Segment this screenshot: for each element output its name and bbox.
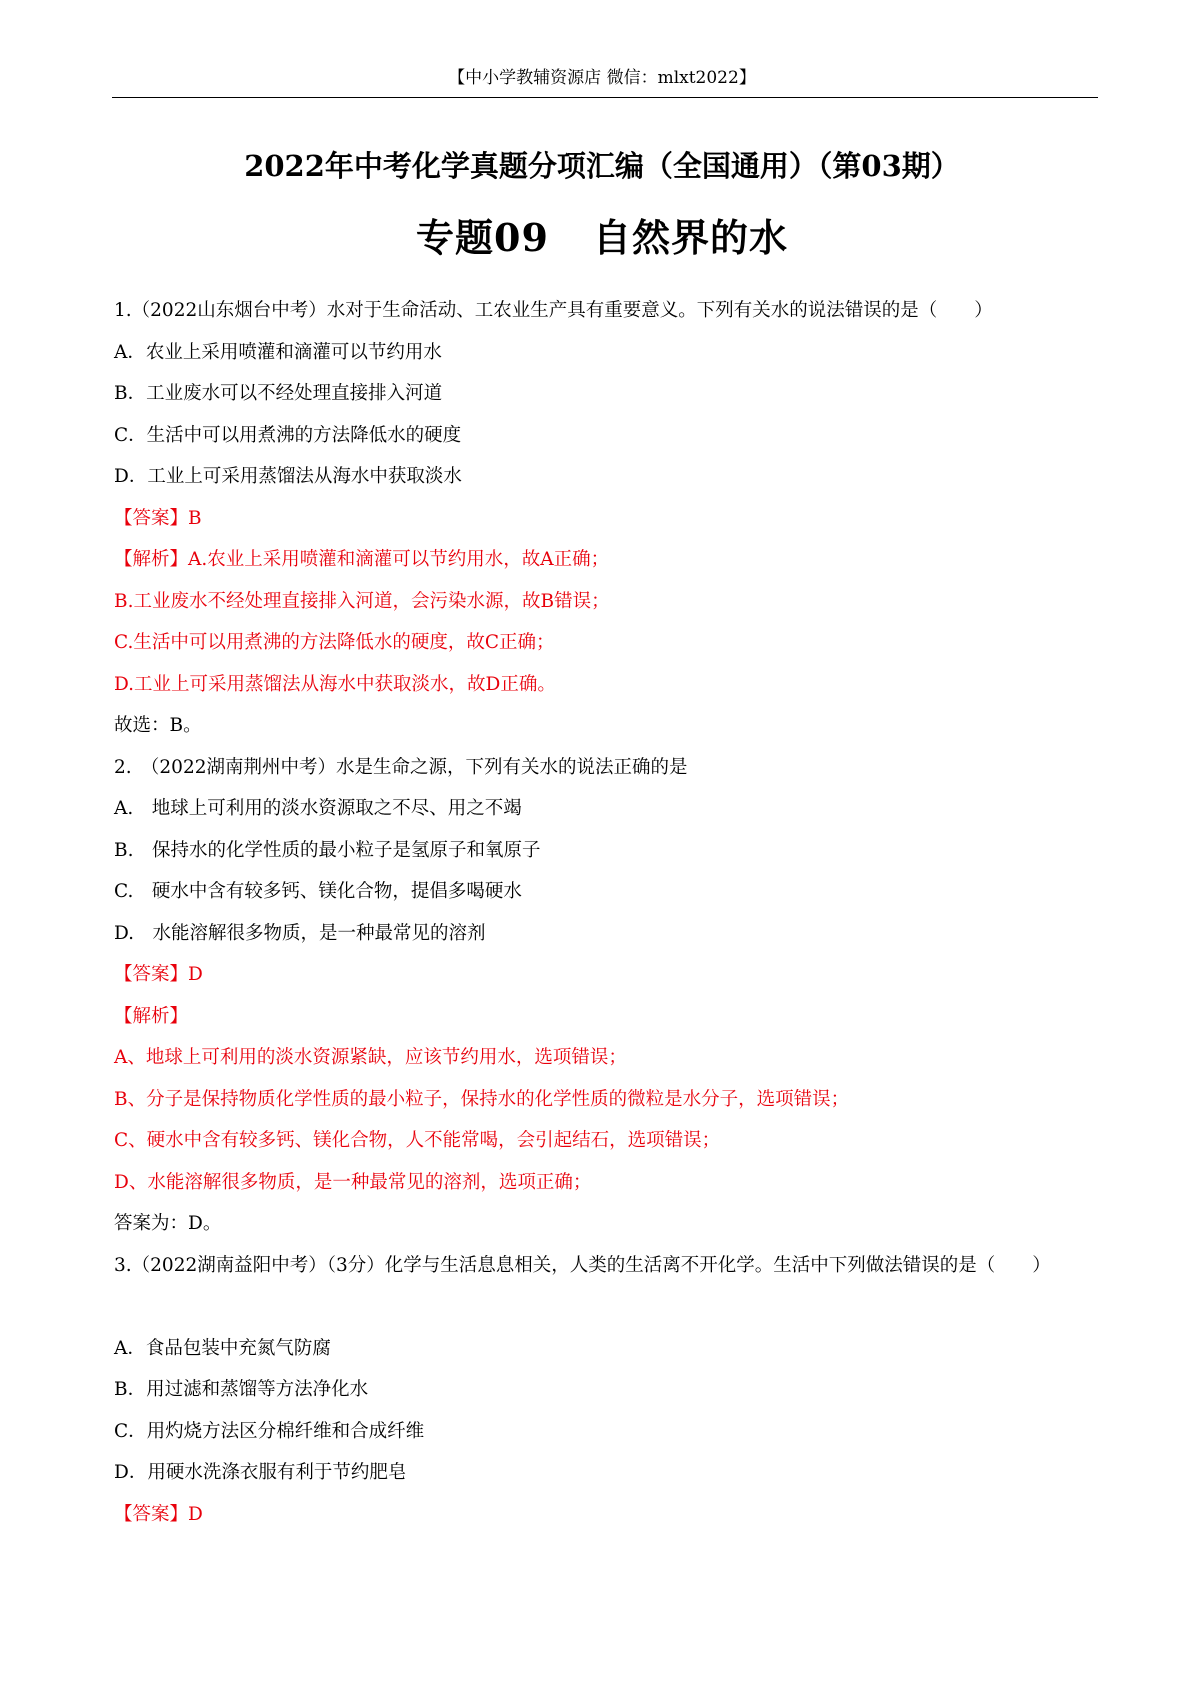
q2-option-d: D. 水能溶解很多物质，是一种最常见的溶剂 xyxy=(114,922,486,944)
page-header: 【中小学教辅资源店 微信：mlxt2022】 xyxy=(448,68,756,88)
q2-analysis-line-1: A、地球上可利用的淡水资源紧缺，应该节约用水，选项错误； xyxy=(114,1047,627,1068)
q1-stem: 1.（2022山东烟台中考）水对于生命活动、工农业生产具有重要意义。下列有关水的说法错误的是（ ） xyxy=(114,300,993,321)
q1-analysis-line-4: D.工业上可采用蒸馏法从海水中获取淡水，故D正确。 xyxy=(114,673,556,695)
q1-analysis-line-3: C.生活中可以用煮沸的方法降低水的硬度，故C正确； xyxy=(114,632,555,653)
q3-option-b: B．用过滤和蒸馏等方法净化水 xyxy=(114,1379,369,1400)
q3-option-c: C．用灼烧方法区分棉纤维和合成纤维 xyxy=(114,1420,425,1442)
q3-answer: 【答案】D xyxy=(114,1503,203,1525)
q1-conclusion: 故选：B。 xyxy=(114,715,202,736)
q1-analysis-line-1 xyxy=(114,539,1092,581)
q2-option-b: B. 保持水的化学性质的最小粒子是氢原子和氧原子 xyxy=(114,839,541,861)
topic-number: 专题09 xyxy=(416,215,549,260)
q1-option-b: B．工业废水可以不经处理直接排入河道 xyxy=(114,383,443,404)
q1-option-d: D．工业上可采用蒸馏法从海水中获取淡水 xyxy=(114,466,462,487)
question-content xyxy=(114,290,1092,1535)
q1-option-c: C．生活中可以用煮沸的方法降低水的硬度 xyxy=(114,424,462,446)
q1-analysis-first: A.农业上采用喷灌和滴灌可以节约用水，故A正确； xyxy=(188,549,610,570)
q2-option-c: C. 硬水中含有较多钙、镁化合物，提倡多喝硬水 xyxy=(114,881,522,902)
q2-conclusion: 答案为：D。 xyxy=(114,1213,222,1234)
q2-analysis-label: 【解析】 xyxy=(114,1005,189,1027)
q2-analysis-line-3: C、硬水中含有较多钙、镁化合物，人不能常喝，会引起结石，选项错误； xyxy=(114,1130,721,1151)
q1-option-a: A．农业上采用喷灌和滴灌可以节约用水 xyxy=(114,341,442,363)
header-divider xyxy=(112,97,1098,98)
topic-title xyxy=(112,212,1092,264)
q1-analysis-label: 【解析】 xyxy=(114,549,189,570)
topic-name: 自然界的水 xyxy=(592,215,788,260)
q3-option-d: D．用硬水洗涤衣服有利于节约肥皂 xyxy=(114,1462,407,1483)
q2-answer: 【答案】D xyxy=(114,964,203,985)
q2-analysis-line-4: D、水能溶解很多物质，是一种最常见的溶剂，选项正确； xyxy=(114,1171,592,1193)
q3-stem: 3.（2022湖南益阳中考）（3分）化学与生活息息相关，人类的生活离不开化学。生活中下列做法错误的是（ ） xyxy=(114,1254,1051,1276)
document-title: 2022年中考化学真题分项汇编（全国通用）（第03期） xyxy=(244,149,960,183)
q2-analysis-line-2: B、分子是保持物质化学性质的最小粒子，保持水的化学性质的微粒是水分子，选项错误； xyxy=(114,1088,850,1110)
q1-answer: 【答案】B xyxy=(114,507,202,529)
q2-stem: 2. （2022湖南荆州中考）水是生命之源，下列有关水的说法正确的是 xyxy=(114,756,688,778)
q3-option-a: A．食品包装中充氮气防腐 xyxy=(114,1337,331,1359)
q2-option-a: A. 地球上可利用的淡水资源取之不尽、用之不竭 xyxy=(114,798,522,819)
q1-analysis-line-2: B.工业废水不经处理直接排入河道，会污染水源，故B错误； xyxy=(114,590,610,612)
